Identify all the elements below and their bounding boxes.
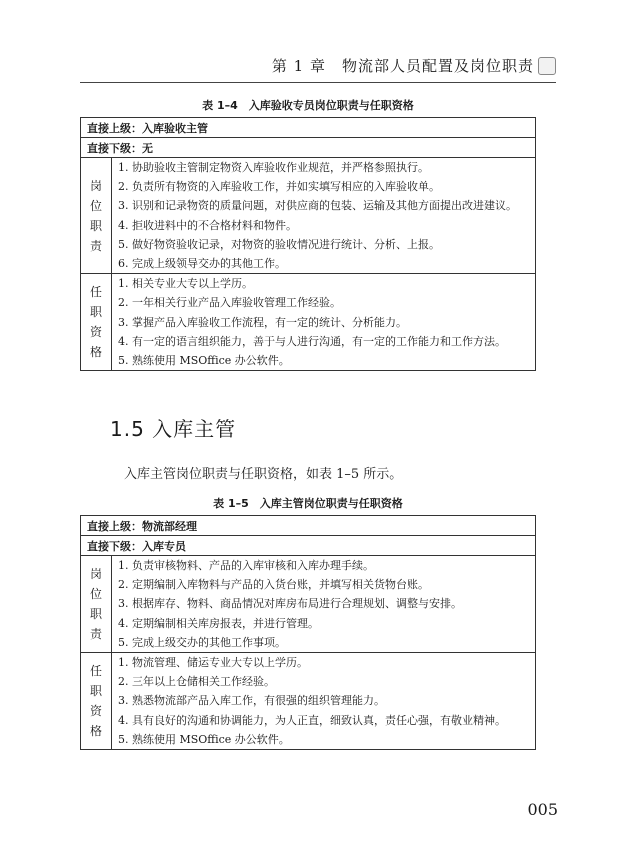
table1-duties — [112, 158, 536, 274]
list-item: 1. 协助验收主管制定物资入库验收作业规范，并严格参照执行。 — [118, 161, 429, 174]
list-item: 3. 根据库存、物料、商品情况对库房布局进行合理规划、调整与安排。 — [118, 597, 462, 611]
list-item: 4. 具有良好的沟通和协调能力，为人正直，细致认真，责任心强，有敬业精神。 — [118, 713, 506, 727]
list-item: 3. 识别和记录物资的质量问题，对供应商的包装、运输及其他方面提出改进建议。 — [118, 199, 517, 213]
table1-superior-label: 直接上级： — [87, 121, 142, 135]
section-number: 1.5 — [110, 417, 145, 441]
list-item: 4. 有一定的语言组织能力，善于与人进行沟通，有一定的工作能力和工作方法。 — [118, 334, 506, 348]
table2-caption: 表 1–5 入库主管岗位职责与任职资格 — [213, 497, 403, 510]
table1-duties-label: 岗 位 职 责 — [81, 158, 112, 274]
list-item: 5. 熟练使用 MSOffice 办公软件。 — [118, 354, 290, 368]
list-item: 2. 负责所有物资的入库验收工作，并如实填写相应的入库验收单。 — [118, 180, 440, 194]
list-item: 1. 负责审核物料、产品的入库审核和入库办理手续。 — [118, 559, 374, 572]
list-item: 5. 完成上级交办的其他工作事项。 — [118, 635, 286, 649]
table2-qual-label: 任 职 资 格 — [81, 653, 112, 750]
list-item: 6. 完成上级领导交办的其他工作。 — [118, 257, 286, 271]
list-item: 5. 熟练使用 MSOffice 办公软件。 — [118, 732, 290, 746]
table2-subordinate-row — [81, 536, 536, 556]
table2-superior: 物流部经理 — [142, 519, 197, 533]
table1-subordinate-row — [81, 138, 536, 158]
list-item: 4. 拒收进料中的不合格材料和物件。 — [118, 218, 297, 232]
intro-paragraph: 入库主管岗位职责与任职资格，如表 1–5 所示。 — [124, 467, 403, 482]
table2-qualifications — [112, 653, 536, 750]
list-item: 1. 物流管理、储运专业大专以上学历。 — [118, 656, 308, 670]
table1 — [80, 117, 536, 371]
list-item: 4. 定期编制相关库房报表，并进行管理。 — [118, 616, 319, 630]
table2-subordinate: 入库专员 — [142, 539, 186, 553]
header-rule — [80, 82, 556, 83]
section-title — [110, 413, 236, 442]
table1-superior-row — [81, 118, 536, 138]
table2-superior-label: 直接上级： — [87, 519, 142, 533]
table2-superior-row — [81, 516, 536, 536]
list-item: 2. 定期编制入库物料与产品的入货台账，并填写相关货物台账。 — [118, 578, 429, 592]
table1-qual-label: 任 职 资 格 — [81, 274, 112, 371]
table2-subordinate-label: 直接下级： — [87, 539, 142, 553]
table2-duties — [112, 556, 536, 653]
chapter-tab-icon — [538, 57, 556, 75]
running-head-text: 第 1 章 物流部人员配置及岗位职责 — [271, 57, 534, 75]
section-heading: 入库主管 — [152, 417, 237, 441]
page-number: 005 — [527, 800, 558, 819]
table1-caption: 表 1–4 入库验收专员岗位职责与任职资格 — [202, 99, 414, 112]
table1-superior: 入库验收主管 — [142, 121, 208, 135]
table2 — [80, 515, 536, 750]
table1-subordinate-label: 直接下级： — [87, 141, 142, 155]
list-item: 2. 一年相关行业产品入库验收管理工作经验。 — [118, 296, 341, 310]
running-head — [272, 55, 556, 76]
list-item: 3. 熟悉物流部产品入库工作，有很强的组织管理能力。 — [118, 694, 385, 708]
table1-qualifications — [112, 274, 536, 371]
table2-duties-label: 岗 位 职 责 — [81, 556, 112, 653]
list-item: 5. 做好物资验收记录，对物资的验收情况进行统计、分析、上报。 — [118, 237, 440, 251]
list-item: 1. 相关专业大专以上学历。 — [118, 277, 253, 291]
list-item: 2. 三年以上仓储相关工作经验。 — [118, 675, 275, 689]
table1-subordinate: 无 — [142, 141, 153, 155]
list-item: 3. 掌握产品入库验收工作流程，有一定的统计、分析能力。 — [118, 315, 407, 329]
